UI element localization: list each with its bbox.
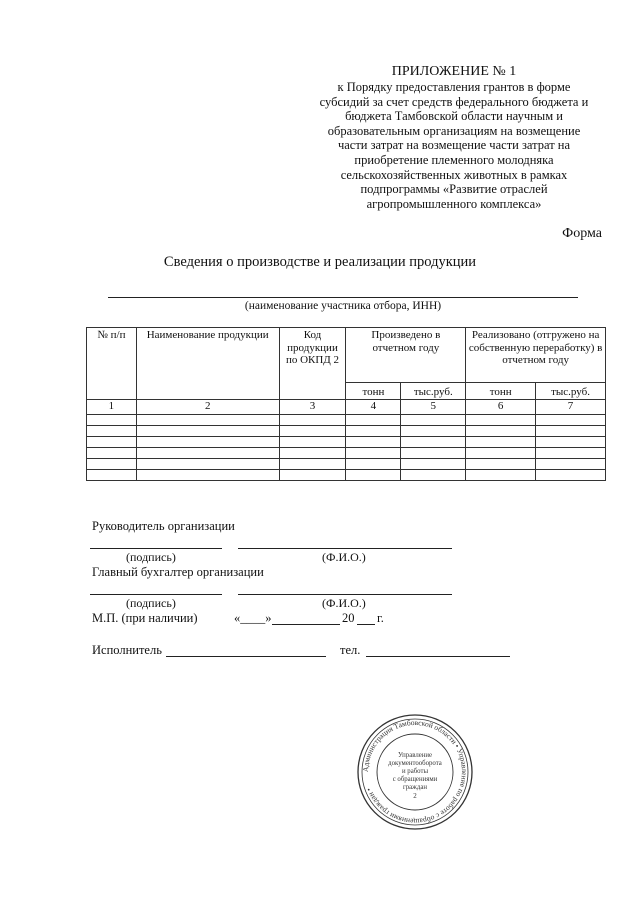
stamp-outer-text: Администрация Тамбовской области • Управление по работе с обращениями граждан • xyxy=(360,717,470,827)
table-cell[interactable] xyxy=(136,426,279,437)
table-cell[interactable] xyxy=(346,470,401,481)
date-year-line[interactable] xyxy=(357,624,375,625)
date-month-line[interactable] xyxy=(272,624,340,625)
seal-label: М.П. (при наличии) xyxy=(92,611,198,625)
table-cell[interactable] xyxy=(346,459,401,470)
table-cell[interactable] xyxy=(136,459,279,470)
table-cell[interactable] xyxy=(346,426,401,437)
appendix-header xyxy=(290,64,618,211)
appendix-line: образовательным организациям на возмещение xyxy=(327,123,581,138)
table-cell[interactable] xyxy=(401,459,466,470)
column-number: 6 xyxy=(466,400,536,415)
participant-name-line[interactable] xyxy=(108,297,578,298)
column-number: 5 xyxy=(401,400,466,415)
table-cell[interactable] xyxy=(279,437,346,448)
table-cell[interactable] xyxy=(279,448,346,459)
accountant-fio-line[interactable] xyxy=(238,594,452,595)
production-table xyxy=(86,327,606,481)
header-num: № п/п xyxy=(87,328,137,400)
table-cell[interactable] xyxy=(536,470,606,481)
table-cell[interactable] xyxy=(346,437,401,448)
stamp-line: граждан xyxy=(402,784,428,791)
column-number: 7 xyxy=(536,400,606,415)
table-row[interactable] xyxy=(87,415,606,426)
stamp-line: Управление xyxy=(397,752,433,759)
accountant-signature-line[interactable] xyxy=(90,594,222,595)
fio-caption: (Ф.И.О.) xyxy=(322,550,366,564)
stamp-number: 2 xyxy=(413,792,417,800)
stamp-icon xyxy=(356,713,474,831)
table-cell[interactable] xyxy=(279,426,346,437)
appendix-line: сельскохозяйственных животных в рамках xyxy=(340,167,568,182)
table-cell[interactable] xyxy=(136,470,279,481)
header-okpd-code: Код продукции по ОКПД 2 xyxy=(279,328,346,400)
column-number-row xyxy=(87,400,606,415)
executor-label: Исполнитель xyxy=(92,643,162,657)
date-suffix: г. xyxy=(377,611,384,625)
stamp-line: и работы xyxy=(401,768,429,775)
table-row[interactable] xyxy=(87,470,606,481)
date-year-prefix: 20 xyxy=(342,611,355,625)
table-cell[interactable] xyxy=(87,459,137,470)
appendix-title: ПРИЛОЖЕНИЕ № 1 xyxy=(391,64,517,79)
table-cell[interactable] xyxy=(87,470,137,481)
appendix-line: приобретение племенного молодняка xyxy=(354,152,554,167)
accountant-label: Главный бухгалтер организации xyxy=(92,565,264,579)
table-cell[interactable] xyxy=(136,448,279,459)
table-cell[interactable] xyxy=(536,448,606,459)
phone-line[interactable] xyxy=(366,656,510,657)
column-number: 4 xyxy=(346,400,401,415)
header-product-name: Наименование продукции xyxy=(136,328,279,400)
signature-caption: (подпись) xyxy=(126,550,176,564)
table-cell[interactable] xyxy=(536,426,606,437)
date-day[interactable]: «____» xyxy=(234,611,272,625)
table-row[interactable] xyxy=(87,448,606,459)
table-header-row xyxy=(87,328,606,383)
table-cell[interactable] xyxy=(401,437,466,448)
table-cell[interactable] xyxy=(87,448,137,459)
table-cell[interactable] xyxy=(466,415,536,426)
column-number: 2 xyxy=(136,400,279,415)
document-title: Сведения о производстве и реализации продукции xyxy=(163,254,477,270)
header-produced: Произведено в отчетном году xyxy=(346,328,466,383)
table-cell[interactable] xyxy=(536,415,606,426)
table-cell[interactable] xyxy=(536,437,606,448)
director-signature-line[interactable] xyxy=(90,548,222,549)
director-label: Руководитель организации xyxy=(92,519,235,533)
table-cell[interactable] xyxy=(466,437,536,448)
column-number: 3 xyxy=(279,400,346,415)
subheader-produced-rub: тыс.руб. xyxy=(401,383,466,400)
table-cell[interactable] xyxy=(87,415,137,426)
stamp-line: с обращениями xyxy=(392,776,438,783)
table-cell[interactable] xyxy=(466,426,536,437)
column-number: 1 xyxy=(87,400,137,415)
subheader-sold-tons: тонн xyxy=(466,383,536,400)
fio-caption: (Ф.И.О.) xyxy=(322,596,366,610)
table-cell[interactable] xyxy=(346,448,401,459)
appendix-line: агропромышленного комплекса» xyxy=(366,196,542,211)
appendix-line: субсидий за счет средств федерального бюджета и xyxy=(319,94,589,109)
table-cell[interactable] xyxy=(466,459,536,470)
table-cell[interactable] xyxy=(401,448,466,459)
table-cell[interactable] xyxy=(536,459,606,470)
appendix-line: подпрограммы «Развитие отраслей xyxy=(360,182,548,197)
table-row[interactable] xyxy=(87,426,606,437)
table-cell[interactable] xyxy=(401,470,466,481)
subheader-produced-tons: тонн xyxy=(346,383,401,400)
signature-caption: (подпись) xyxy=(126,596,176,610)
participant-caption: (наименование участника отбора, ИНН) xyxy=(244,300,442,312)
table-cell[interactable] xyxy=(279,459,346,470)
table-row[interactable] xyxy=(87,459,606,470)
appendix-line: бюджета Тамбовской области научным и xyxy=(345,109,563,124)
form-label: Форма xyxy=(562,226,602,241)
table-cell[interactable] xyxy=(87,426,137,437)
executor-line[interactable] xyxy=(166,656,326,657)
table-cell[interactable] xyxy=(401,426,466,437)
director-fio-line[interactable] xyxy=(238,548,452,549)
table-cell[interactable] xyxy=(466,448,536,459)
table-cell[interactable] xyxy=(401,415,466,426)
appendix-line: к Порядку предоставления грантов в форме xyxy=(337,80,571,94)
appendix-line: части затрат на возмещение части затрат на xyxy=(337,138,571,153)
header-sold: Реализовано (отгружено на собственную переработку) в отчетном году xyxy=(466,328,606,383)
table-cell[interactable] xyxy=(87,437,137,448)
table-cell[interactable] xyxy=(279,415,346,426)
phone-label: тел. xyxy=(340,643,361,657)
stamp-line: документооборота xyxy=(388,760,442,767)
table-cell[interactable] xyxy=(136,437,279,448)
official-stamp xyxy=(356,713,474,831)
table-cell[interactable] xyxy=(466,470,536,481)
table-row[interactable] xyxy=(87,437,606,448)
table-cell[interactable] xyxy=(136,415,279,426)
subheader-sold-rub: тыс.руб. xyxy=(536,383,606,400)
table-cell[interactable] xyxy=(346,415,401,426)
table-cell[interactable] xyxy=(279,470,346,481)
